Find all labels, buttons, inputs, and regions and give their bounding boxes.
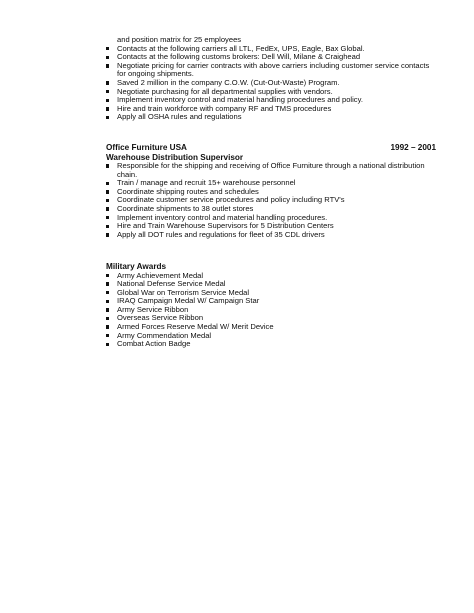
bullet-icon (106, 274, 109, 277)
list-item: Armed Forces Reserve Medal W/ Merit Device (106, 323, 436, 332)
employment-years: 1992 – 2001 (390, 143, 436, 152)
bullet-icon (106, 233, 109, 236)
list-item: Train / manage and recruit 15+ warehouse personnel (106, 179, 436, 188)
bullet-icon (106, 199, 109, 202)
bullet-icon (106, 90, 109, 93)
bullet-icon (106, 216, 109, 219)
awards-list (106, 272, 436, 349)
bullet-icon (106, 64, 109, 67)
list-item: Coordinate shipping routes and schedules (106, 188, 436, 197)
list-item: Negotiate pricing for carrier contracts with above carriers including customer service contacts for ongoing shipments. (106, 62, 436, 79)
list-item: Combat Action Badge (106, 340, 436, 349)
job-header (106, 143, 436, 153)
list-item: Coordinate customer service procedures and policy including RTV's (106, 196, 436, 205)
bullet-icon (106, 56, 109, 59)
list-item: Army Achievement Medal (106, 272, 436, 281)
bullet-icon (106, 207, 109, 210)
military-awards-section (106, 262, 436, 349)
list-item: Hire and train workforce with company RF and TMS procedures (106, 105, 436, 114)
bullet-icon (106, 343, 109, 346)
bullet-icon (106, 164, 109, 167)
list-item: Implement inventory control and material handling procedures. (106, 214, 436, 223)
bullet-icon (106, 300, 109, 303)
section-heading: Military Awards (106, 262, 167, 271)
list-item: Responsible for the shipping and receiving of Office Furniture through a national distribution chain. (106, 162, 436, 179)
top-duties-list (106, 36, 436, 122)
list-item: National Defense Service Medal (106, 280, 436, 289)
bullet-icon (106, 334, 109, 337)
bullet-icon (106, 325, 109, 328)
bullet-icon (106, 190, 109, 193)
bullet-icon (106, 308, 109, 311)
bullet-icon (106, 317, 109, 320)
job-title: Warehouse Distribution Supervisor (106, 152, 244, 162)
list-item: Implement inventory control and material handling procedures and policy. (106, 96, 436, 105)
list-item: Coordinate shipments to 38 outlet stores (106, 205, 436, 214)
list-item: Negotiate purchasing for all departmental supplies with vendors. (106, 88, 436, 97)
bullet-icon (106, 225, 109, 228)
list-item: Contacts at the following customs brokers: Dell Will, Milane & Craighead (106, 53, 436, 62)
bullet-icon (106, 182, 109, 185)
office-furniture-section (106, 143, 436, 239)
list-item: IRAQ Campaign Medal W/ Campaign Star (106, 297, 436, 306)
list-item: Global War on Terrorism Service Medal (106, 289, 436, 298)
list-item: Saved 2 million in the company C.O.W. (Cut-Out-Waste) Program. (106, 79, 436, 88)
list-item: Apply all OSHA rules and regulations (106, 113, 436, 122)
bullet-icon (106, 81, 109, 84)
list-item: Contacts at the following carriers all LTL, FedEx, UPS, Eagle, Bax Global. (106, 45, 436, 54)
bullet-icon (106, 107, 109, 110)
bullet-icon (106, 47, 109, 50)
list-item: Apply all DOT rules and regulations for fleet of 35 CDL drivers (106, 231, 436, 240)
company-name: Office Furniture USA (106, 143, 187, 152)
bullet-icon (106, 282, 109, 285)
bullet-icon (106, 116, 109, 119)
list-item: Overseas Service Ribbon (106, 314, 436, 323)
list-item-continuation: and position matrix for 25 employees (117, 35, 242, 44)
bullet-icon (106, 291, 109, 294)
job-duties-list (106, 162, 436, 239)
list-item: Army Commendation Medal (106, 332, 436, 341)
list-item: Hire and Train Warehouse Supervisors for 5 Distribution Centers (106, 222, 436, 231)
bullet-icon (106, 99, 109, 102)
top-duties-section (106, 36, 436, 122)
list-item: Army Service Ribbon (106, 306, 436, 315)
